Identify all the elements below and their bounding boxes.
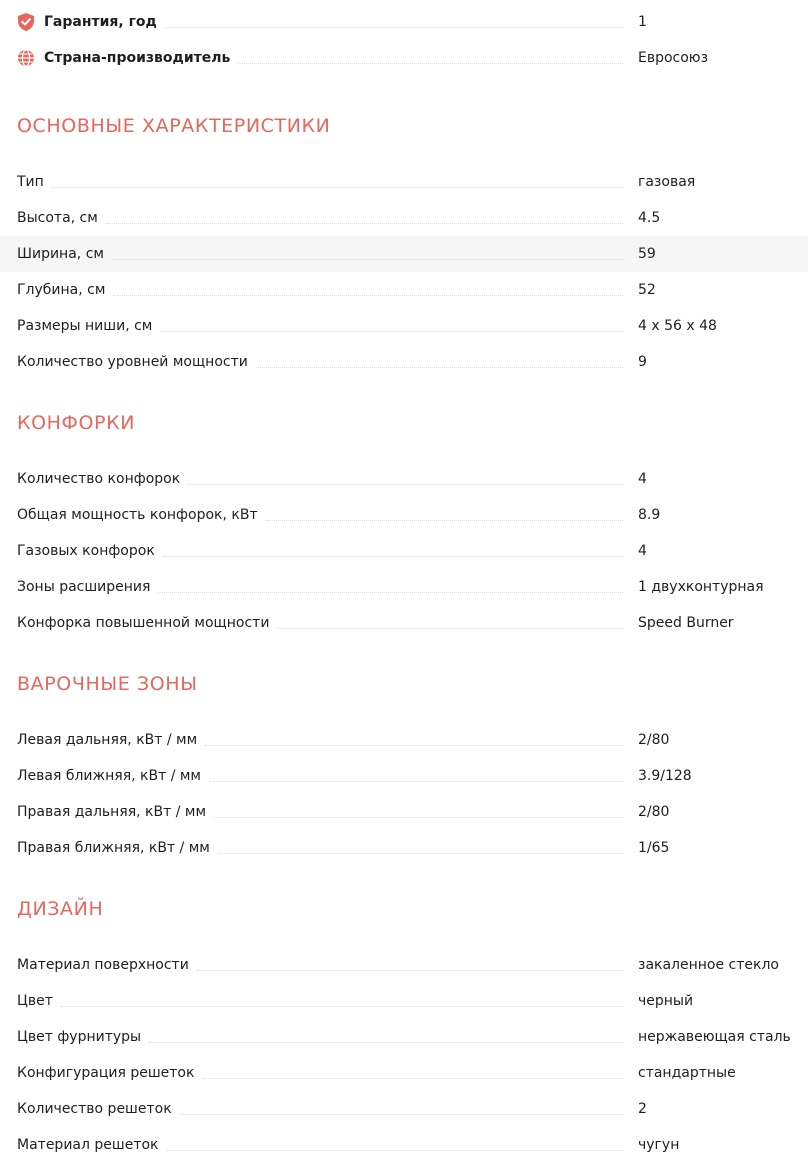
spec-list (0, 722, 808, 866)
spec-label: Глубина, см (17, 282, 106, 298)
spec-list (0, 947, 808, 1163)
dotted-leader (160, 331, 623, 332)
shield-check-icon-svg (18, 13, 34, 31)
spec-label: Высота, см (17, 210, 98, 226)
dotted-leader (149, 1042, 623, 1043)
spec-row (0, 1019, 808, 1055)
section-title: ДИЗАЙН (17, 898, 104, 920)
dotted-leader (163, 556, 623, 557)
dotted-leader (52, 187, 623, 188)
spec-value: 2/80 (638, 804, 670, 820)
spec-value: 4 (638, 471, 647, 487)
spec-row (0, 1091, 808, 1127)
spec-value: Speed Burner (638, 615, 734, 631)
spec-list (0, 461, 808, 641)
spec-row (0, 947, 808, 983)
spec-value: 52 (638, 282, 656, 298)
spec-label: Гарантия, год (44, 14, 157, 30)
spec-row (0, 605, 808, 641)
spec-row (0, 758, 808, 794)
spec-label: Количество уровней мощности (17, 354, 248, 370)
spec-label: Цвет фурнитуры (17, 1029, 142, 1045)
spec-label: Материал поверхности (17, 957, 189, 973)
globe-icon (17, 49, 35, 67)
spec-row-warranty (0, 4, 808, 40)
spec-label: Количество конфорок (17, 471, 181, 487)
spec-row (0, 461, 808, 497)
section-burners (0, 411, 808, 641)
spec-value: черный (638, 993, 694, 1009)
dotted-leader (113, 295, 623, 296)
dotted-leader (197, 970, 623, 971)
spec-label: Конфигурация решеток (17, 1065, 195, 1081)
spec-label: Тип (17, 174, 44, 190)
spec-label: Газовых конфорок (17, 543, 155, 559)
spec-value: 2 (638, 1101, 647, 1117)
shield-check-icon (17, 13, 35, 31)
dotted-leader (167, 1150, 624, 1151)
spec-label: Левая ближняя, кВт / мм (17, 768, 201, 784)
dotted-leader (205, 745, 623, 746)
spec-row (0, 497, 808, 533)
spec-row (0, 983, 808, 1019)
dotted-leader (158, 592, 623, 593)
globe-icon-svg (17, 49, 35, 67)
dotted-leader (188, 484, 623, 485)
spec-label: Общая мощность конфорок, кВт (17, 507, 258, 523)
spec-row (0, 533, 808, 569)
spec-value: 8.9 (638, 507, 661, 523)
spec-row (0, 794, 808, 830)
dotted-leader (61, 1006, 623, 1007)
section-title: ОСНОВНЫЕ ХАРАКТЕРИСТИКИ (17, 115, 331, 137)
spec-row (0, 1055, 808, 1091)
section-design (0, 897, 808, 1163)
spec-row (0, 308, 808, 344)
spec-label: Ширина, см (17, 246, 104, 262)
spec-value: Евросоюз (638, 50, 709, 66)
spec-label: Правая ближняя, кВт / мм (17, 840, 210, 856)
spec-row (0, 722, 808, 758)
spec-row (0, 164, 808, 200)
spec-value: 59 (638, 246, 656, 262)
spec-label: Конфорка повышенной мощности (17, 615, 270, 631)
spec-label: Левая дальняя, кВт / мм (17, 732, 198, 748)
spec-value: 1 (638, 14, 647, 30)
spec-list (0, 164, 808, 380)
spec-value: 4 (638, 543, 647, 559)
top-specs (0, 4, 808, 76)
dotted-leader (277, 628, 623, 629)
section-main-characteristics (0, 114, 808, 380)
spec-label: Цвет (17, 993, 53, 1009)
spec-row (0, 344, 808, 380)
dotted-leader (218, 853, 623, 854)
dotted-leader (180, 1114, 623, 1115)
dotted-leader (214, 817, 623, 818)
spec-row (0, 1127, 808, 1163)
spec-label: Правая дальняя, кВт / мм (17, 804, 207, 820)
spec-value: 9 (638, 354, 647, 370)
spec-value: 2/80 (638, 732, 670, 748)
spec-value: 4.5 (638, 210, 661, 226)
dotted-leader (106, 223, 623, 224)
dotted-leader (266, 520, 623, 521)
spec-label: Материал решеток (17, 1137, 159, 1153)
spec-value: чугун (638, 1137, 680, 1153)
section-cooking-zones (0, 672, 808, 866)
spec-row (0, 200, 808, 236)
dotted-leader (256, 367, 623, 368)
dotted-leader (112, 259, 623, 260)
spec-row-highlighted (0, 236, 808, 272)
spec-label: Зоны расширения (17, 579, 151, 595)
dotted-leader (209, 781, 623, 782)
spec-label: Страна-производитель (44, 50, 231, 66)
spec-value: закаленное стекло (638, 957, 779, 973)
spec-value: 4 x 56 x 48 (638, 318, 717, 334)
spec-value: стандартные (638, 1065, 736, 1081)
dotted-leader (165, 27, 623, 28)
dotted-leader (202, 1078, 623, 1079)
spec-value: 1/65 (638, 840, 670, 856)
spec-row-country (0, 40, 808, 76)
dotted-leader (238, 63, 623, 64)
spec-row (0, 830, 808, 866)
spec-value: 1 двухконтурная (638, 579, 764, 595)
spec-value: нержавеющая сталь (638, 1029, 791, 1045)
spec-label: Количество решеток (17, 1101, 172, 1117)
section-title: ВАРОЧНЫЕ ЗОНЫ (17, 673, 198, 695)
spec-label: Размеры ниши, см (17, 318, 153, 334)
spec-row (0, 272, 808, 308)
spec-row (0, 569, 808, 605)
section-title: КОНФОРКИ (17, 412, 136, 434)
spec-value: 3.9/128 (638, 768, 692, 784)
spec-value: газовая (638, 174, 696, 190)
